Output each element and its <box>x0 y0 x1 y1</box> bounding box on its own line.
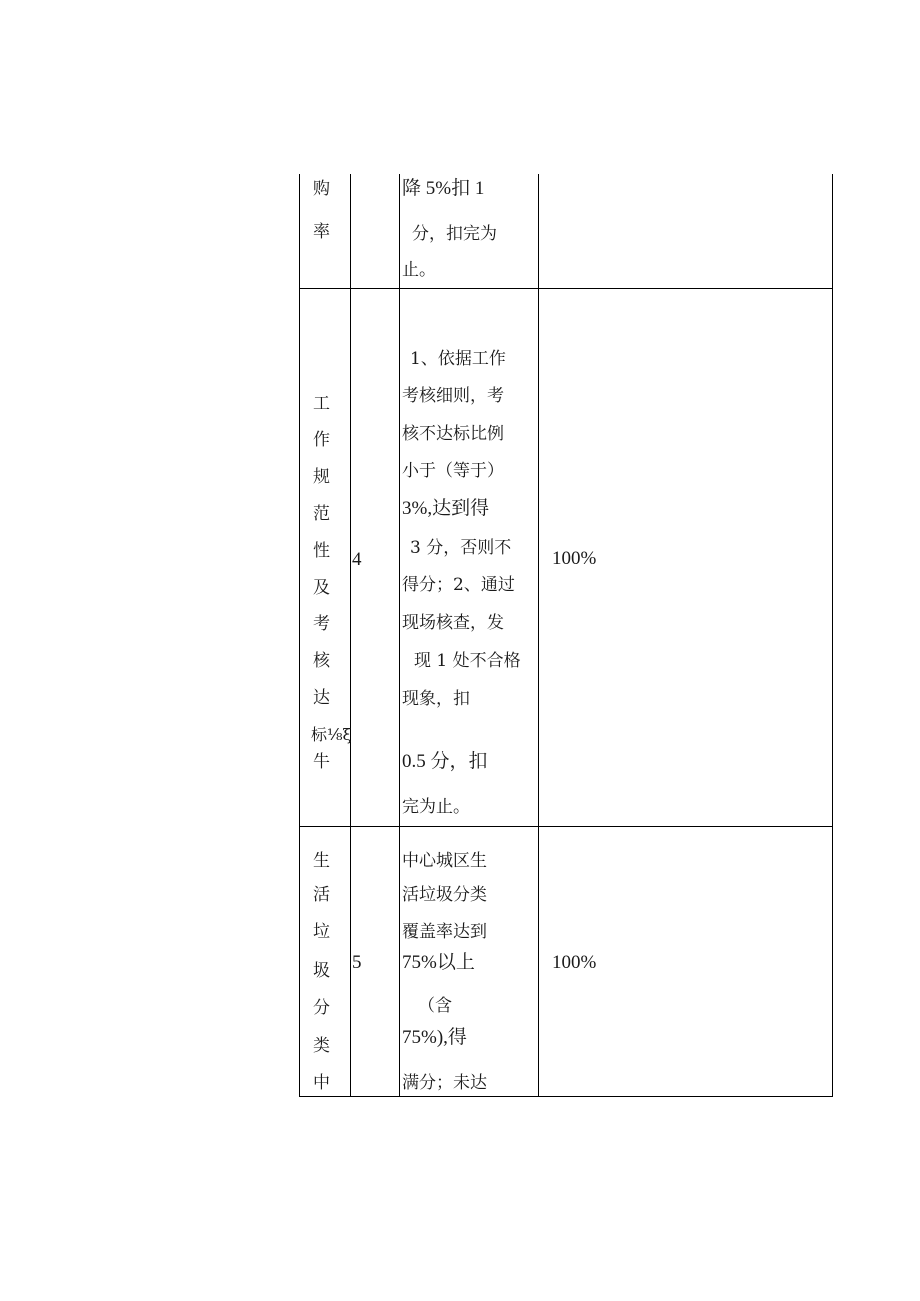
item-name-char: 及 <box>313 578 330 598</box>
criteria-line: 核不达标比例 <box>402 424 504 444</box>
column-divider-1 <box>350 174 351 1097</box>
criteria-line: 现象，扣 <box>402 689 470 709</box>
item-name-char: 中 <box>313 1073 330 1093</box>
item-name-char: 标⅛ξ <box>311 725 352 744</box>
criteria-line: 75%以上 <box>402 952 475 973</box>
item-name-char: 购 <box>313 179 330 199</box>
table-border-right <box>832 174 833 1097</box>
criteria-line: 小于（等于） <box>402 461 504 481</box>
criteria-line: 中心城区生 <box>402 851 487 871</box>
criteria-line: 完为止。 <box>402 797 470 817</box>
criteria-line: 考核细则，考 <box>402 386 504 406</box>
score-value: 5 <box>352 952 362 973</box>
item-name-char: 生 <box>313 851 330 871</box>
item-name-char: 作 <box>313 430 330 450</box>
item-name-char: 类 <box>313 1036 330 1056</box>
item-name-char: 垃 <box>313 922 330 942</box>
criteria-line: 降 5%扣 1 <box>402 178 485 199</box>
criteria-line: （含 <box>418 996 452 1016</box>
criteria-line: 分，扣完为 <box>412 224 497 244</box>
item-name-char: 工 <box>313 394 330 414</box>
criteria-line: 1、依据工作 <box>410 349 506 369</box>
item-name-char: 分 <box>313 998 330 1018</box>
item-name-char: 活 <box>313 885 330 905</box>
item-name-char: 圾 <box>313 961 330 981</box>
criteria-line: 覆盖率达到 <box>402 922 487 942</box>
item-name-char: 范 <box>313 504 330 524</box>
criteria-line: 满分；未达 <box>402 1073 487 1093</box>
criteria-line: 0.5 分，扣 <box>402 751 488 772</box>
item-name-char: 核 <box>313 651 330 671</box>
table-border-bottom <box>299 1096 833 1097</box>
column-divider-2 <box>399 174 400 1097</box>
criteria-line: 活垃圾分类 <box>402 885 487 905</box>
item-name-char: 率 <box>313 222 330 242</box>
criteria-line: 现 1 处不合格 <box>414 651 521 671</box>
item-name-char: 考 <box>313 614 330 634</box>
target-value: 100% <box>552 952 597 973</box>
target-value: 100% <box>552 548 597 569</box>
item-name-char: 牛 <box>313 752 330 772</box>
item-name-char: 规 <box>313 467 330 487</box>
criteria-line: 现场核查，发 <box>402 613 504 633</box>
score-value: 4 <box>352 549 362 570</box>
item-name-char: 性 <box>313 541 330 561</box>
criteria-line: 3 分，否则不 <box>410 538 512 558</box>
column-divider-3 <box>538 174 539 1097</box>
criteria-line: 止。 <box>402 260 436 280</box>
table-border-left <box>299 174 300 1097</box>
criteria-line: 75%),得 <box>402 1027 467 1048</box>
criteria-line: 3%,达到得 <box>402 498 490 519</box>
item-name-char: 达 <box>313 688 330 708</box>
row-divider-2 <box>299 826 833 827</box>
row-divider-1 <box>299 288 833 289</box>
criteria-line: 得分；2、通过 <box>402 575 515 595</box>
